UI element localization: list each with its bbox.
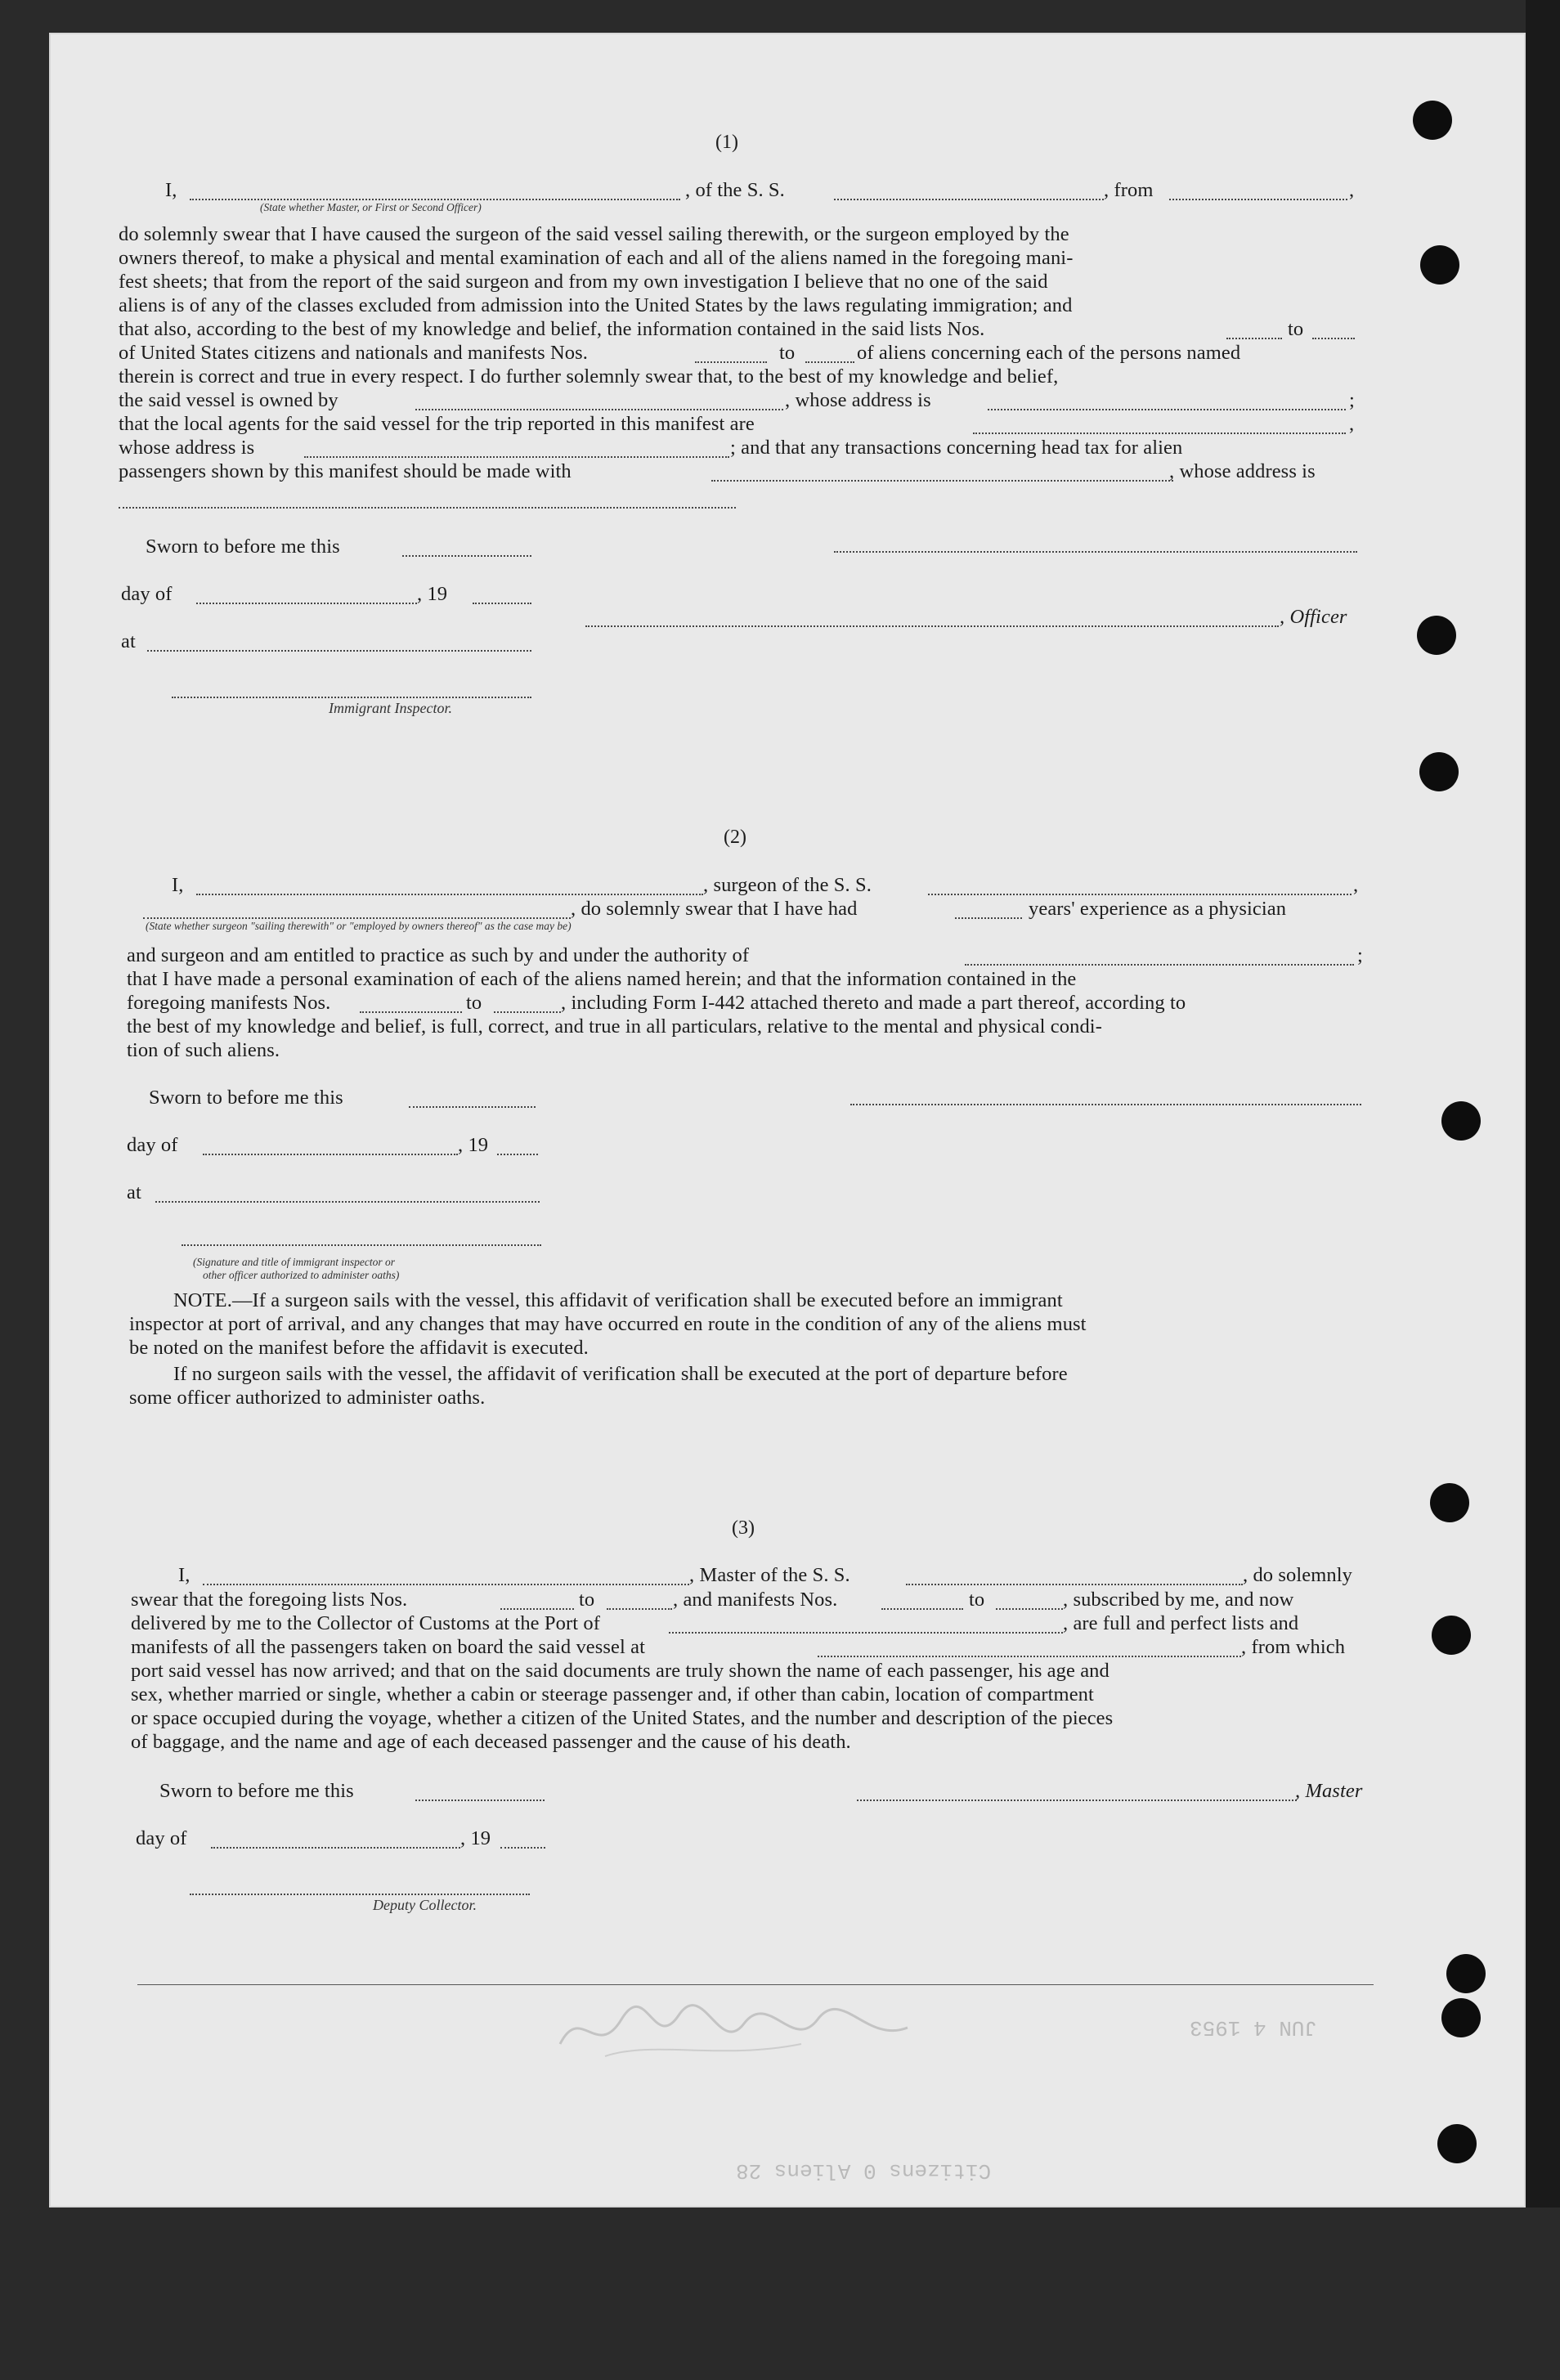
s2-sworn-day-field[interactable] bbox=[409, 1106, 536, 1108]
s2-authority-field[interactable] bbox=[965, 964, 1354, 966]
s1-year-field[interactable] bbox=[473, 603, 531, 604]
s3-line: port said vessel has now arrived; and that on the said documents are truly shown the name of each passenger, his age and bbox=[131, 1660, 1109, 1682]
punch-hole bbox=[1441, 1998, 1481, 2037]
s3-lists-from-field[interactable] bbox=[500, 1608, 574, 1610]
section-1-number: (1) bbox=[715, 132, 738, 153]
punch-hole bbox=[1441, 1101, 1481, 1141]
note-line: If no surgeon sails with the vessel, the affidavit of verification shall be executed at the port of departure before bbox=[173, 1363, 1068, 1385]
s3-and-manifests: , and manifests Nos. bbox=[673, 1589, 838, 1611]
s2-surgeon-of: , surgeon of the S. S. bbox=[703, 874, 872, 896]
s3-to2: to bbox=[969, 1589, 985, 1611]
s3-line: delivered by me to the Collector of Customs at the Port of bbox=[131, 1612, 600, 1634]
s1-line: owners thereof, to make a physical and mental examination of each and all of the aliens named in the foregoing mani- bbox=[119, 247, 1074, 269]
s2-inspector-sig-line[interactable] bbox=[182, 1244, 541, 1246]
s3-month-field[interactable] bbox=[211, 1847, 460, 1849]
s2-year: , 19 bbox=[458, 1134, 489, 1156]
s3-from-which: , from which bbox=[1241, 1636, 1346, 1658]
s2-swear: , do solemnly swear that I have had bbox=[571, 898, 858, 920]
s1-agents-address-field[interactable] bbox=[304, 456, 729, 458]
s2-surgeon-name-field[interactable] bbox=[196, 894, 703, 895]
s2-line: and surgeon and am entitled to practice as such by and under the authority of bbox=[127, 944, 750, 966]
punch-hole bbox=[1446, 1954, 1486, 1993]
s1-year: , 19 bbox=[417, 583, 448, 605]
s3-line: swear that the foregoing lists Nos. bbox=[131, 1589, 408, 1611]
s2-semi: ; bbox=[1357, 944, 1363, 966]
s2-manifests-from-field[interactable] bbox=[360, 1011, 462, 1013]
punch-hole bbox=[1413, 101, 1452, 140]
s3-lists-to-field[interactable] bbox=[607, 1608, 672, 1610]
s3-sworn-day-field[interactable] bbox=[415, 1800, 545, 1801]
s2-signer-label-2: other officer authorized to administer oaths) bbox=[203, 1269, 400, 1281]
punch-hole bbox=[1437, 2124, 1477, 2163]
s2-comma: , bbox=[1353, 874, 1359, 896]
s1-manifests-to-field[interactable] bbox=[805, 361, 854, 363]
s1-sworn: Sworn to before me this bbox=[146, 536, 340, 558]
s2-i: I, bbox=[172, 874, 184, 896]
s3-collector-label: Deputy Collector. bbox=[373, 1897, 477, 1913]
s1-of-ss: , of the S. S. bbox=[685, 179, 785, 201]
s2-line: tion of such aliens. bbox=[127, 1039, 280, 1061]
s1-line: therein is correct and true in every respect. I do further solemnly swear that, to the best of my knowledge and belief, bbox=[119, 365, 1059, 388]
s2-years-field[interactable] bbox=[955, 917, 1022, 919]
bottom-rule bbox=[137, 1984, 1374, 1985]
s1-to1: to bbox=[1288, 318, 1304, 340]
s1-of-aliens: of aliens concerning each of the persons named bbox=[857, 342, 1241, 364]
s1-comma: , bbox=[1349, 179, 1355, 201]
s1-to2: to bbox=[779, 342, 796, 364]
s1-sworn-day-field[interactable] bbox=[402, 555, 531, 557]
s2-signer-label-1: (Signature and title of immigrant inspector or bbox=[193, 1256, 395, 1268]
s2-including: , including Form I-442 attached thereto and made a part thereof, according to bbox=[561, 992, 1186, 1014]
s3-port-field[interactable] bbox=[669, 1632, 1063, 1634]
s1-head-tax: ; and that any transactions concerning head tax for alien bbox=[730, 437, 1183, 459]
s3-collector-sig-line[interactable] bbox=[190, 1894, 530, 1895]
s1-at-field[interactable] bbox=[147, 650, 531, 652]
s1-line: the said vessel is owned by bbox=[119, 389, 338, 411]
s1-lists-to-field[interactable] bbox=[1312, 338, 1355, 339]
s1-officer-label: , Officer bbox=[1280, 606, 1347, 628]
s1-head-tax-field[interactable] bbox=[711, 480, 1173, 482]
s3-i: I, bbox=[178, 1564, 191, 1586]
s3-year: , 19 bbox=[460, 1827, 491, 1849]
s1-line: aliens is of any of the classes excluded from admission into the United States by the laws regulating immigration; and bbox=[119, 294, 1073, 316]
s2-month-field[interactable] bbox=[203, 1154, 458, 1155]
s2-manifests-to-field[interactable] bbox=[494, 1011, 561, 1013]
bleed-through-stamp: JUN 4 1953 bbox=[1190, 2015, 1318, 2040]
s2-at: at bbox=[127, 1181, 141, 1203]
s3-manifests-to-field[interactable] bbox=[996, 1608, 1063, 1610]
s1-line: that the local agents for the said vessel for the trip reported in this manifest are bbox=[119, 413, 755, 435]
s1-month-field[interactable] bbox=[196, 603, 417, 604]
s3-line: sex, whether married or single, whether a cabin or steerage passenger and, if other than cabin, location of compartment bbox=[131, 1683, 1094, 1705]
s2-line: that I have made a personal examination of each of the aliens named herein; and that the information contained in the bbox=[127, 968, 1077, 990]
punch-hole bbox=[1419, 752, 1459, 791]
bleed-through-count: Citizens 0 Aliens 28 bbox=[736, 2158, 992, 2183]
punch-hole bbox=[1420, 245, 1459, 285]
s1-line: of United States citizens and nationals and manifests Nos. bbox=[119, 342, 588, 364]
punch-hole bbox=[1417, 616, 1456, 655]
s3-master-of: , Master of the S. S. bbox=[689, 1564, 850, 1586]
bleed-through-signature bbox=[556, 1995, 916, 2068]
s2-years: years' experience as a physician bbox=[1029, 898, 1287, 920]
s3-line: manifests of all the passengers taken on board the said vessel at bbox=[131, 1636, 646, 1658]
s1-inspector-label: Immigrant Inspector. bbox=[329, 700, 452, 716]
punch-hole bbox=[1432, 1616, 1471, 1655]
s1-line: do solemnly swear that I have caused the surgeon of the said vessel sailing therewith, or the surgeon employed by the bbox=[119, 223, 1069, 245]
s3-day-of: day of bbox=[136, 1827, 187, 1849]
s2-status-field[interactable] bbox=[143, 917, 571, 919]
s1-line: passengers shown by this manifest should be made with bbox=[119, 460, 572, 482]
s2-line: the best of my knowledge and belief, is full, correct, and true in all particulars, relative to the mental and physical condi- bbox=[127, 1015, 1102, 1038]
note-line: inspector at port of arrival, and any changes that may have occurred en route in the condition of any of the aliens must bbox=[129, 1313, 1087, 1335]
s1-line: fest sheets; that from the report of the said surgeon and from my own investigation I believe that no one of the said bbox=[119, 271, 1048, 293]
s1-line: that also, according to the best of my knowledge and belief, the information contained in the said lists Nos. bbox=[119, 318, 985, 340]
s1-rank-note: (State whether Master, or First or Second Officer) bbox=[260, 201, 482, 213]
s3-master-label: , Master bbox=[1295, 1780, 1363, 1802]
s1-line: whose address is bbox=[119, 437, 255, 459]
s3-vessel-field[interactable] bbox=[906, 1584, 1243, 1585]
s2-status-note: (State whether surgeon "sailing therewith" or "employed by owners thereof" as the case may be) bbox=[146, 920, 572, 932]
s3-line: of baggage, and the name and age of each deceased passenger and the cause of his death. bbox=[131, 1731, 851, 1753]
s3-year-field[interactable] bbox=[500, 1847, 545, 1849]
s3-to1: to bbox=[579, 1589, 595, 1611]
s1-address-continuation[interactable] bbox=[119, 507, 736, 509]
s3-master-sig-line[interactable] bbox=[857, 1800, 1297, 1801]
s1-officer-signature-line[interactable] bbox=[585, 625, 1279, 627]
s1-comma2: , bbox=[1349, 413, 1355, 435]
s1-vessel-field[interactable] bbox=[834, 199, 1104, 200]
s3-master-name-field[interactable] bbox=[203, 1584, 689, 1585]
s1-lists-from-field[interactable] bbox=[1226, 338, 1282, 339]
s1-owner-address-field[interactable] bbox=[988, 409, 1346, 410]
s1-manifests-from-field[interactable] bbox=[695, 361, 767, 363]
scan-edge bbox=[1526, 0, 1560, 2380]
s1-i: I, bbox=[165, 179, 177, 201]
note-line: NOTE.—If a surgeon sails with the vessel, this affidavit of verification shall be executed before an immigrant bbox=[173, 1289, 1063, 1311]
s3-do-solemnly: , do solemnly bbox=[1243, 1564, 1353, 1586]
s1-day-of: day of bbox=[121, 583, 173, 605]
s3-full: , are full and perfect lists and bbox=[1063, 1612, 1299, 1634]
s3-manifests-from-field[interactable] bbox=[881, 1608, 963, 1610]
s2-line: foregoing manifests Nos. bbox=[127, 992, 331, 1014]
s2-surgeon-sig-line[interactable] bbox=[850, 1104, 1361, 1105]
s2-sworn: Sworn to before me this bbox=[149, 1087, 343, 1109]
s1-whose-address: , whose address is bbox=[785, 389, 931, 411]
s1-owner-field[interactable] bbox=[415, 409, 783, 410]
s2-vessel-field[interactable] bbox=[928, 894, 1352, 895]
s2-at-field[interactable] bbox=[155, 1201, 540, 1203]
s3-line: or space occupied during the voyage, whether a citizen of the United States, and the number and description of the pieces bbox=[131, 1707, 1114, 1729]
s1-whose-address2: , whose address is bbox=[1169, 460, 1316, 482]
section-2-number: (2) bbox=[724, 827, 746, 848]
s1-semi: ; bbox=[1349, 389, 1355, 411]
s1-inspector-sig-line[interactable] bbox=[172, 697, 531, 698]
punch-hole bbox=[1430, 1483, 1469, 1522]
note-line: be noted on the manifest before the affidavit is executed. bbox=[129, 1337, 589, 1359]
s2-day-of: day of bbox=[127, 1134, 178, 1156]
s2-to: to bbox=[466, 992, 482, 1014]
note-line: some officer authorized to administer oaths. bbox=[129, 1387, 486, 1409]
s1-agents-field[interactable] bbox=[973, 433, 1346, 434]
scan-background bbox=[0, 2207, 1560, 2380]
s1-right-sig-line[interactable] bbox=[834, 551, 1357, 553]
s1-at: at bbox=[121, 630, 136, 652]
s1-officer-rank-field[interactable] bbox=[190, 199, 680, 200]
section-3-number: (3) bbox=[732, 1517, 755, 1539]
s2-year-field[interactable] bbox=[497, 1154, 538, 1155]
s1-from: , from bbox=[1104, 179, 1154, 201]
s1-from-field[interactable] bbox=[1169, 199, 1347, 200]
s3-embark-field[interactable] bbox=[818, 1656, 1241, 1657]
s3-sworn: Sworn to before me this bbox=[159, 1780, 354, 1802]
s3-subscribed: , subscribed by me, and now bbox=[1063, 1589, 1294, 1611]
